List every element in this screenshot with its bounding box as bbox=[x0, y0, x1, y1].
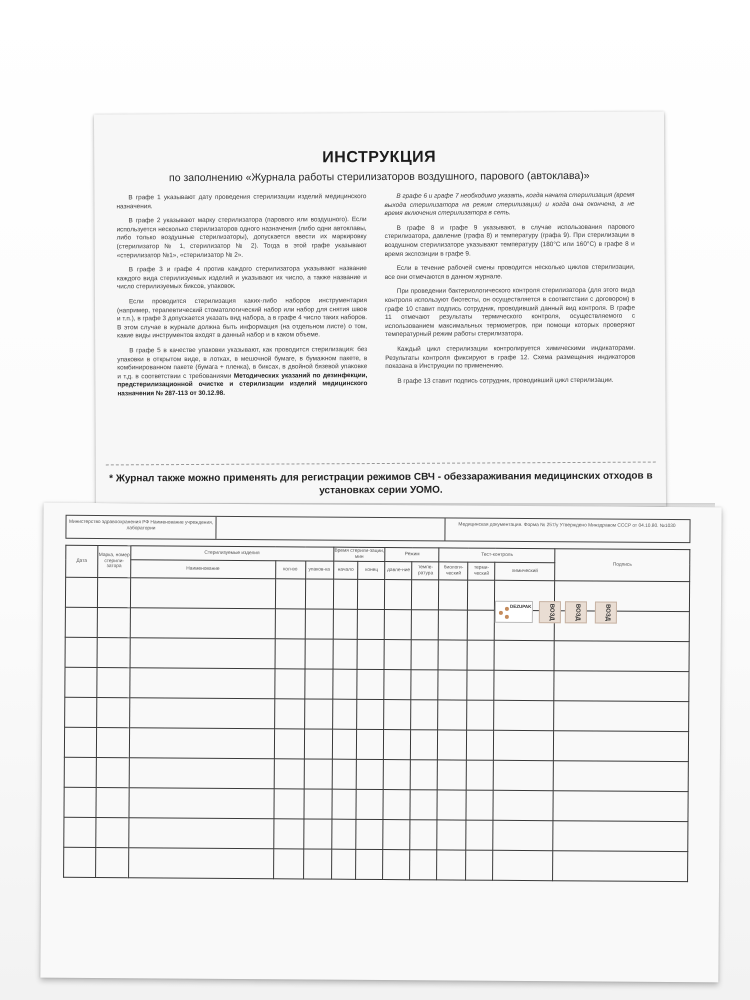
table-cell[interactable] bbox=[64, 727, 96, 757]
paragraph: В графе 1 указывают дату проведения стерилизации изделий медицинского назначения. bbox=[116, 193, 367, 210]
table-cell[interactable] bbox=[554, 671, 689, 702]
table-cell[interactable] bbox=[95, 848, 128, 878]
paragraph: В графе 13 ставит подпись сотрудник, проводивший цикл стерилизации. bbox=[397, 376, 614, 385]
paragraph: Если в течение рабочей смены проводится несколько циклов стерилизации, все они отмечаются в данном журнале. bbox=[384, 263, 635, 281]
indicator-strip: ВОЗД bbox=[595, 601, 617, 623]
table-cell[interactable] bbox=[130, 668, 275, 699]
table-cell[interactable] bbox=[467, 700, 494, 730]
table-row bbox=[65, 637, 689, 671]
footnote: * Журнал также можно применять для регистрации режимов СВЧ - обеззараживания медицинских отходов в установках серии УОМО. bbox=[109, 470, 653, 497]
table-cell[interactable] bbox=[384, 730, 411, 760]
table-cell[interactable] bbox=[466, 850, 493, 880]
table-cell[interactable] bbox=[411, 760, 438, 790]
table-cell[interactable] bbox=[467, 640, 494, 670]
table-cell[interactable] bbox=[304, 729, 332, 759]
table-cell[interactable] bbox=[553, 821, 688, 852]
page-title: ИНСТРУКЦИЯ bbox=[322, 148, 437, 167]
table-cell[interactable] bbox=[438, 760, 467, 790]
dezupak-label bbox=[495, 601, 533, 623]
logo-dot bbox=[505, 615, 509, 619]
table-cell[interactable] bbox=[439, 580, 468, 610]
table-cell[interactable] bbox=[331, 819, 356, 849]
doc-label: Медицинская документация. Форма № 257/у Утверждено Минздравом СССР от 04.10.80. №1030 bbox=[458, 522, 676, 530]
table-cell[interactable] bbox=[97, 608, 130, 638]
table-cell[interactable] bbox=[356, 789, 383, 819]
bold-reference: Методических указаний по дезинфекции, предстерилизационной очистке и стерилизации изделий медицинского назначения № 287-113 от 30.12.98. bbox=[117, 371, 368, 398]
table-row bbox=[65, 667, 689, 701]
table-cell[interactable] bbox=[467, 670, 494, 700]
table-cell[interactable] bbox=[493, 790, 553, 820]
table-cell[interactable] bbox=[468, 580, 495, 610]
table-cell[interactable] bbox=[412, 580, 439, 610]
table-cell[interactable] bbox=[332, 759, 357, 789]
table-row bbox=[65, 697, 689, 731]
table-cell[interactable] bbox=[332, 669, 357, 699]
table-cell[interactable] bbox=[304, 669, 332, 699]
table-cell[interactable] bbox=[65, 637, 97, 667]
table-cell[interactable] bbox=[466, 760, 493, 790]
table-cell[interactable] bbox=[358, 609, 385, 639]
table-cell[interactable] bbox=[331, 849, 356, 879]
table-cell[interactable] bbox=[331, 789, 356, 819]
table-cell[interactable] bbox=[97, 638, 130, 668]
table-cell[interactable] bbox=[357, 759, 384, 789]
table-cell[interactable] bbox=[274, 669, 304, 699]
table-cell[interactable] bbox=[333, 609, 358, 639]
table-cell[interactable] bbox=[129, 698, 274, 729]
col-start: начало bbox=[333, 561, 358, 579]
table-row bbox=[64, 847, 688, 881]
table-cell[interactable] bbox=[493, 820, 553, 850]
table-cell[interactable] bbox=[64, 787, 96, 817]
table-cell[interactable] bbox=[384, 700, 411, 730]
table-cell[interactable] bbox=[494, 700, 554, 730]
instruction-right-column bbox=[384, 192, 635, 393]
paragraph: Если проводится стерилизация каких-либо наборов инструментария (например, терапевтический стоматологический набор или набор для снятия швов и т.п.), в графе 3 допускается указать вид набора, а в графе 4 число таких наборов. В этом случае в журнале должна быть информация (на отдельном листе) о том, какие виды инструментов входят в данный набор и в каком объеме. bbox=[116, 297, 368, 340]
table-cell[interactable] bbox=[274, 729, 304, 759]
col-pressure: давле-ние bbox=[385, 562, 412, 580]
paragraph: Каждый цикл стерилизации контролируется химическими индикаторами. Результаты контроля фиксируют в графе 12. Схема размещения индикаторов показана в Инструкции по применению. bbox=[385, 344, 636, 371]
col-name: Наименование bbox=[131, 560, 276, 579]
table-cell[interactable] bbox=[275, 639, 305, 669]
col-bio: биологи-ческий bbox=[439, 562, 468, 580]
col-mode: Режим bbox=[385, 548, 439, 562]
paragraph: В графе 6 и графе 7 необходимо указать, когда начата стерилизация (время выхода стерилизатора на режим стерилизации) и когда она окончена, а не время включения стерилизатора в сеть. bbox=[384, 191, 635, 218]
table-cell[interactable] bbox=[356, 849, 383, 879]
col-temp: темпе-ратура bbox=[412, 562, 439, 580]
table-cell[interactable] bbox=[356, 819, 383, 849]
table-cell[interactable] bbox=[438, 670, 467, 700]
table-cell[interactable] bbox=[411, 640, 438, 670]
col-date: Дата bbox=[66, 545, 98, 577]
table-cell[interactable] bbox=[384, 760, 411, 790]
table-cell[interactable] bbox=[411, 700, 438, 730]
table-cell[interactable] bbox=[494, 640, 554, 670]
table-cell[interactable] bbox=[411, 730, 438, 760]
table-cell[interactable] bbox=[96, 818, 129, 848]
journal-form-page bbox=[40, 503, 721, 983]
table-cell[interactable] bbox=[437, 820, 466, 850]
table-cell[interactable] bbox=[275, 609, 305, 639]
table-cell[interactable] bbox=[65, 577, 97, 607]
table-cell[interactable] bbox=[65, 697, 97, 727]
table-cell[interactable] bbox=[493, 850, 553, 880]
table-cell[interactable] bbox=[273, 849, 303, 879]
table-cell[interactable] bbox=[466, 790, 493, 820]
table-cell[interactable] bbox=[332, 729, 357, 759]
table-cell[interactable] bbox=[129, 758, 274, 789]
col-therm: терми-ческий bbox=[468, 562, 495, 580]
table-cell[interactable] bbox=[383, 790, 410, 820]
table-cell[interactable] bbox=[358, 579, 385, 609]
chemical-indicators bbox=[495, 601, 623, 624]
table-cell[interactable] bbox=[385, 610, 412, 640]
table-cell[interactable] bbox=[273, 819, 303, 849]
indicator-strip: ВОЗД bbox=[565, 601, 587, 623]
paragraph: В графе 2 указывают марку стерилизатора (парового или воздушного). Если используется несколько стерилизаторов одного назначения (либо одни автоклавы, либо только воздушные стерилизаторы), допускается ввести их маркировку (стерилизатор № 1, стерилизатор № 2). Тогда в этой графе указывают «стерилизатор №1», «стерилизатор № 2». bbox=[116, 216, 367, 259]
table-cell[interactable] bbox=[385, 580, 412, 610]
table-cell[interactable] bbox=[439, 610, 468, 640]
table-cell[interactable] bbox=[554, 641, 689, 672]
table-cell[interactable] bbox=[303, 789, 331, 819]
table-cell[interactable] bbox=[357, 639, 384, 669]
table-cell[interactable] bbox=[494, 670, 554, 700]
table-cell[interactable] bbox=[97, 698, 130, 728]
table-cell[interactable] bbox=[304, 699, 332, 729]
col-sign: Подпись bbox=[555, 549, 690, 582]
col-pack: упаков-ка bbox=[305, 561, 333, 579]
paragraph: В графе 8 и графе 9 указывают, в случае использования парового стерилизатора, давление (графа 8) и температуру (графа 9). При стерилизации в воздушном стерилизаторе указывают температуру (180°С или 160°С) в графе 8 и время экспозиции в графе 9. bbox=[384, 223, 635, 258]
col-time: Время стерили-зации, мин bbox=[333, 547, 385, 561]
indicator-strip: ВОЗД bbox=[539, 601, 561, 623]
table-cell[interactable] bbox=[96, 788, 129, 818]
table-cell[interactable] bbox=[357, 669, 384, 699]
instruction-left-column bbox=[116, 193, 367, 399]
table-cell[interactable] bbox=[410, 820, 437, 850]
table-cell[interactable] bbox=[553, 791, 688, 822]
table-cell[interactable] bbox=[97, 668, 130, 698]
table-cell[interactable] bbox=[554, 731, 689, 762]
table-cell[interactable] bbox=[65, 667, 97, 697]
table-cell[interactable] bbox=[384, 640, 411, 670]
instruction-page bbox=[94, 112, 666, 510]
table-cell[interactable] bbox=[304, 759, 332, 789]
table-cell[interactable] bbox=[274, 699, 304, 729]
table-cell[interactable] bbox=[467, 730, 494, 760]
table-cell[interactable] bbox=[437, 850, 466, 880]
table-cell[interactable] bbox=[305, 639, 333, 669]
table-cell[interactable] bbox=[468, 610, 495, 640]
table-cell[interactable] bbox=[275, 579, 305, 609]
col-items: Стерилизуемые изделия bbox=[131, 546, 334, 561]
paragraph: В графе 3 и графе 4 против каждого стерилизатора указывают название каждого вида стерилизуемых изделий и указывают их число, а также название и число стерилизуемых биксов, упаковок. bbox=[116, 265, 367, 291]
table-cell[interactable] bbox=[332, 699, 357, 729]
table-cell[interactable] bbox=[129, 788, 274, 819]
table-cell[interactable] bbox=[128, 848, 273, 879]
table-cell[interactable] bbox=[96, 758, 129, 788]
table-cell[interactable] bbox=[437, 790, 466, 820]
divider bbox=[106, 462, 656, 466]
table-cell[interactable] bbox=[65, 607, 97, 637]
logo-dot bbox=[499, 611, 503, 615]
col-test: Тест-контроль bbox=[439, 548, 555, 563]
col-count: кол-во bbox=[275, 561, 305, 579]
table-cell[interactable] bbox=[412, 610, 439, 640]
brand-name: DEZUPAK bbox=[509, 603, 532, 610]
journal-table bbox=[63, 545, 690, 882]
table-cell[interactable] bbox=[383, 820, 410, 850]
table-cell[interactable] bbox=[274, 789, 304, 819]
table-cell[interactable] bbox=[438, 700, 467, 730]
table-cell[interactable] bbox=[357, 699, 384, 729]
table-cell[interactable] bbox=[305, 579, 333, 609]
org-label: Министерство здравоохранения РФ Наименование учреждения, лаборатории bbox=[66, 516, 216, 539]
table-cell[interactable] bbox=[357, 729, 384, 759]
table-cell[interactable] bbox=[333, 579, 358, 609]
table-row bbox=[64, 787, 688, 821]
table-row bbox=[64, 757, 688, 791]
table-cell[interactable] bbox=[130, 638, 275, 669]
table-cell[interactable] bbox=[130, 578, 275, 609]
table-cell[interactable] bbox=[130, 608, 275, 639]
table-cell[interactable] bbox=[303, 849, 331, 879]
table-cell[interactable] bbox=[64, 847, 96, 877]
table-cell[interactable] bbox=[96, 728, 129, 758]
col-chem: химический bbox=[495, 562, 555, 580]
table-row bbox=[64, 817, 688, 851]
table-row bbox=[64, 727, 688, 761]
table-cell[interactable] bbox=[129, 818, 274, 849]
table-cell[interactable] bbox=[129, 728, 274, 759]
table-cell[interactable] bbox=[303, 819, 331, 849]
table-cell[interactable] bbox=[410, 850, 437, 880]
logo-dot bbox=[505, 607, 509, 611]
table-cell[interactable] bbox=[411, 670, 438, 700]
table-cell[interactable] bbox=[383, 850, 410, 880]
table-cell[interactable] bbox=[553, 851, 688, 882]
table-cell[interactable] bbox=[333, 639, 358, 669]
table-cell[interactable] bbox=[410, 790, 437, 820]
table-cell[interactable] bbox=[494, 730, 554, 760]
page-subtitle: по заполнению «Журнала работы стерилизаторов воздушного, парового (автоклава)» bbox=[168, 169, 590, 185]
paragraph: В графе 5 в качестве упаковки указывают, как проводится стерилизация: без упаковки в открытом виде, в лотках, в мешочной бумаге, в бумажном пакете, в комбинированном пакете (бумага + пленка), в биксах, в двойной бязевой упаковке и т.д. в соответствии с требованиями Методических указаний по дезинфекции, предстерилизационной очистке и стерилизации изделий медицинского назначения № 287-113 от 30.12.98. bbox=[117, 345, 368, 398]
table-cell[interactable] bbox=[438, 730, 467, 760]
table-cell[interactable] bbox=[274, 759, 304, 789]
table-cell[interactable] bbox=[554, 701, 689, 732]
paragraph: При проведении бактериологического контроля стерилизатора (для этого вида контроля используют биотесты, он осуществляется в соответствии с договором) в графе 10 ставит подпись сотрудник, проводивший данный вид контроля. В графе 11 отмечают результаты термического контроля, осуществляемого с использованием максимальных термометров, при помощи которых проверяют температурный режим работы стерилизатора. bbox=[384, 287, 636, 339]
table-cell[interactable] bbox=[438, 640, 467, 670]
table-cell[interactable] bbox=[64, 817, 96, 847]
table-cell[interactable] bbox=[97, 578, 130, 608]
table-cell[interactable] bbox=[493, 760, 553, 790]
table-cell[interactable] bbox=[384, 670, 411, 700]
col-marka: Марка, номер стерили-затора bbox=[98, 546, 131, 578]
org-field[interactable] bbox=[216, 517, 445, 541]
col-end: конец bbox=[358, 561, 385, 579]
table-cell[interactable] bbox=[466, 820, 493, 850]
table-cell[interactable] bbox=[553, 761, 688, 792]
table-cell[interactable] bbox=[305, 609, 333, 639]
table-cell[interactable] bbox=[64, 757, 96, 787]
form-header bbox=[65, 515, 690, 543]
